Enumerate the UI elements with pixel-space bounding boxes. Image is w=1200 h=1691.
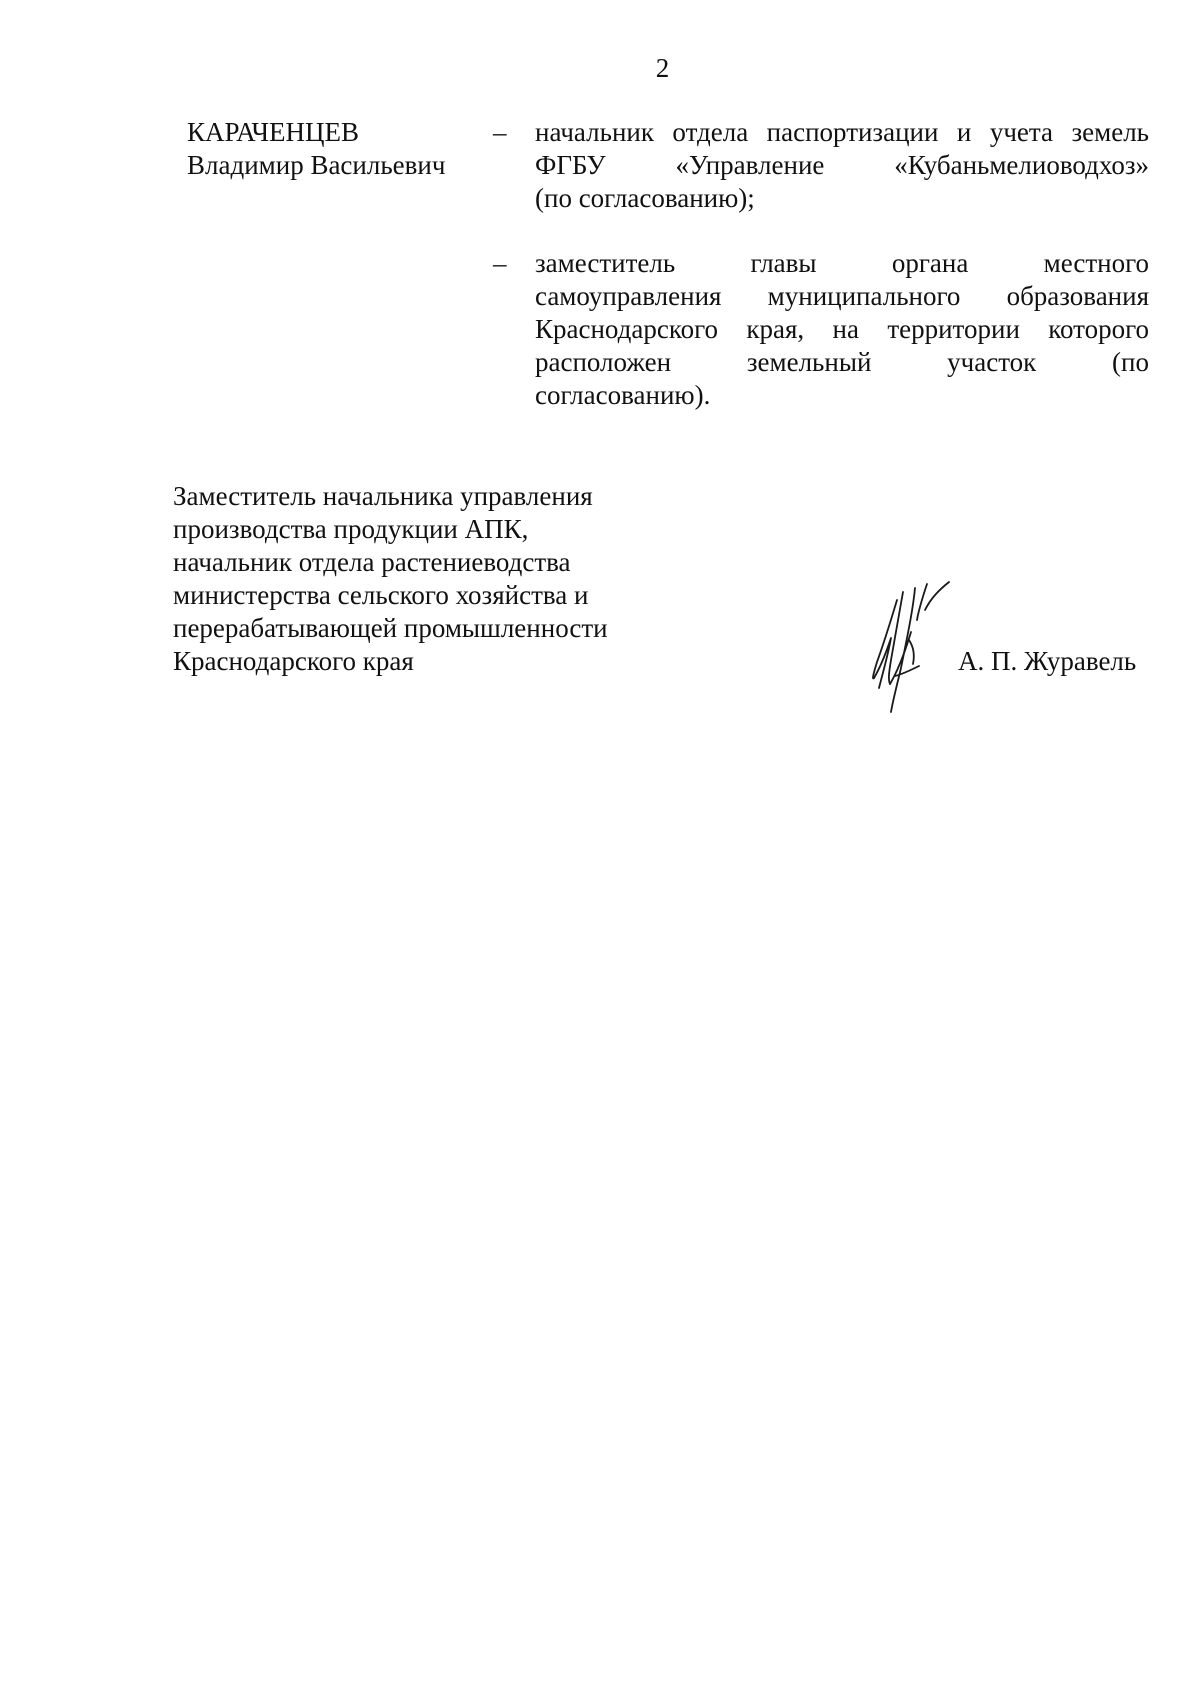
role-line: ФГБУ «Управление «Кубаньмелиоводхоз» [535, 150, 1149, 180]
member-dash: – [493, 248, 507, 278]
role-line: самоуправления муниципального образования [535, 281, 1149, 311]
signoff-position [173, 480, 608, 678]
position-line: Заместитель начальника управления [173, 481, 593, 511]
role-line: согласованию). [535, 380, 711, 410]
role-line: заместитель главы органа местного [535, 248, 1149, 278]
position-line: начальник отдела растениеводства [173, 547, 571, 577]
member-name [187, 116, 487, 182]
member-surname: КАРАЧЕНЦЕВ [187, 117, 360, 147]
position-line: Краснодарского края [173, 646, 414, 676]
signatory-name: А. П. Журавель [958, 646, 1137, 676]
role-line: начальник отдела паспортизации и учета земель [535, 117, 1149, 147]
member-given-names: Владимир Васильевич [187, 150, 446, 180]
position-line: министерства сельского хозяйства и [173, 580, 589, 610]
position-line: перерабатывающей промышленности [173, 613, 608, 643]
role-line: расположен земельный участок (по [535, 347, 1149, 377]
member-role [535, 247, 1149, 412]
member-dash: – [493, 117, 507, 147]
role-line: Краснодарского края, на территории которого [535, 314, 1149, 344]
position-line: производства продукции АПК, [173, 514, 529, 544]
page-number: 2 [655, 53, 670, 83]
member-role [535, 116, 1149, 215]
role-line: (по согласованию); [535, 183, 755, 213]
